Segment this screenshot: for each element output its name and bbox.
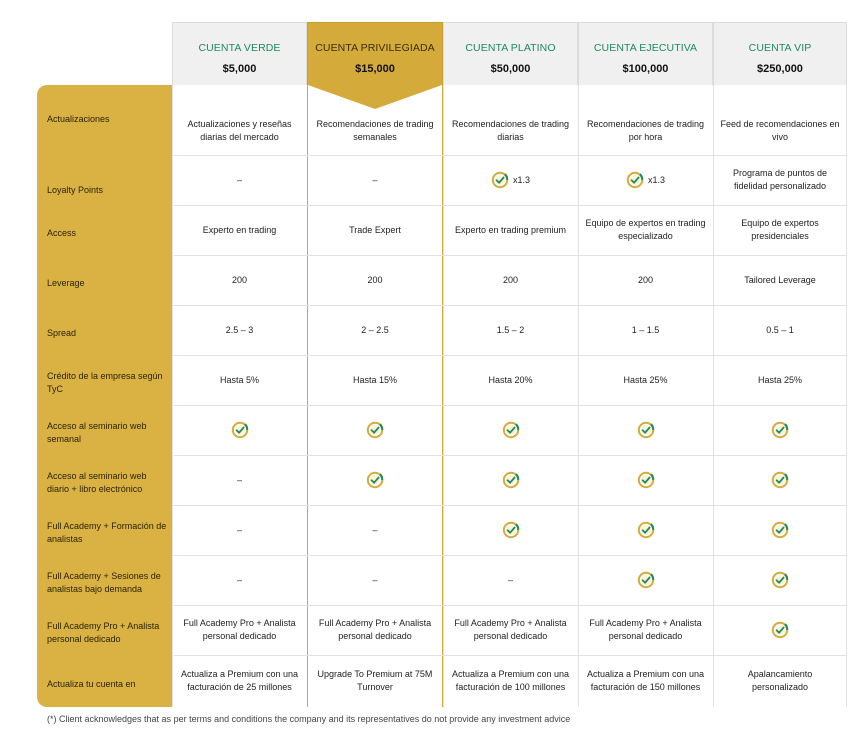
- plan-price: $250,000: [757, 63, 803, 75]
- feature-cell: [172, 405, 307, 455]
- feature-cell: Programa de puntos de fidelidad personalizado: [732, 168, 828, 191]
- feature-cell: 200: [367, 274, 383, 285]
- feature-cell: Hasta 5%: [219, 374, 260, 385]
- feature-cell: [307, 455, 443, 505]
- feature-cell: 2 – 2.5: [361, 324, 389, 335]
- plan-price: $50,000: [490, 63, 531, 75]
- plan-header-verde: [172, 22, 307, 85]
- feature-cell: Equipo de expertos presidenciales: [741, 218, 819, 241]
- feature-cell: Experto en trading: [202, 224, 277, 235]
- feature-label: Full Academy + Formación de analistas: [47, 521, 167, 544]
- feature-cell: Hasta 25%: [623, 374, 668, 385]
- feature-cell: Apalancamiento personalizado: [747, 669, 813, 692]
- footnote: (*) Client acknowledges that as per terms and conditions the company and its representatives do not provide any investment advice: [47, 714, 571, 724]
- feature-cell: Full Academy Pro + Analista personal dedicado: [589, 618, 702, 641]
- feature-cell: [443, 505, 578, 555]
- feature-cell: Actualizaciones y reseñas diarias del mercado: [187, 119, 292, 142]
- feature-cell: –: [372, 574, 378, 585]
- check-badge-icon: [626, 171, 644, 189]
- feature-label: Access: [47, 227, 77, 238]
- check-badge-icon: [637, 471, 655, 489]
- selected-plan-chevron: [308, 85, 442, 109]
- plan-name: CUENTA VERDE: [198, 42, 281, 54]
- check-badge-icon: [637, 521, 655, 539]
- check-badge-icon: [502, 421, 520, 439]
- feature-cell: –: [236, 474, 242, 485]
- multiplier-text: x1.3: [512, 174, 530, 185]
- check-badge-icon: [502, 471, 520, 489]
- check-badge-icon: [502, 521, 520, 539]
- feature-cell: Full Academy Pro + Analista personal dedicado: [318, 618, 432, 641]
- feature-label: Leverage: [47, 277, 85, 288]
- feature-cell: [578, 155, 713, 205]
- feature-cell: Feed de recomendaciones en vivo: [720, 119, 840, 142]
- comparison-grid: [172, 85, 847, 707]
- plan-name: CUENTA EJECUTIVA: [593, 42, 698, 54]
- feature-cell: [307, 405, 443, 455]
- feature-cell: 0.5 – 1: [766, 324, 794, 335]
- feature-label: Acceso al seminario web diario + libro electrónico: [47, 471, 147, 494]
- feature-cell: [443, 405, 578, 455]
- feature-cell: –: [507, 574, 513, 585]
- plan-name: CUENTA PRIVILEGIADA: [315, 42, 435, 54]
- feature-cell: –: [236, 174, 242, 185]
- plan-price: $100,000: [622, 63, 669, 75]
- feature-cell: Actualiza a Premium con una facturación de 25 millones: [180, 669, 299, 692]
- feature-label: Acceso al seminario web semanal: [47, 421, 147, 444]
- feature-label: Crédito de la empresa según TyC: [47, 371, 163, 394]
- feature-cell: –: [236, 524, 242, 535]
- feature-cell: Full Academy Pro + Analista personal dedicado: [454, 618, 567, 641]
- feature-cell: [713, 505, 847, 555]
- feature-cell: [578, 555, 713, 605]
- plan-header-privilegiada: [307, 22, 443, 85]
- feature-cell: [443, 155, 578, 205]
- feature-cell: Trade Expert: [349, 224, 401, 235]
- feature-cell: Equipo de expertos en trading especializado: [585, 218, 706, 241]
- feature-label: Loyalty Points: [47, 185, 104, 195]
- feature-cell: Hasta 25%: [757, 374, 803, 385]
- feature-label: Full Academy Pro + Analista personal dedicado: [47, 621, 160, 644]
- check-badge-icon: [771, 421, 789, 439]
- feature-cell: Hasta 20%: [488, 374, 533, 385]
- feature-cell: [713, 605, 847, 655]
- check-badge-icon: [771, 471, 789, 489]
- check-badge-icon: [366, 471, 384, 489]
- feature-cell: Actualiza a Premium con una facturación de 150 millones: [586, 669, 705, 692]
- check-badge-icon: [771, 521, 789, 539]
- feature-cell: [713, 455, 847, 505]
- feature-cell: 200: [502, 274, 519, 285]
- feature-cell: Actualiza a Premium con una facturación de 100 millones: [451, 669, 570, 692]
- plan-name: CUENTA PLATINO: [465, 42, 556, 54]
- check-badge-icon: [637, 571, 655, 589]
- feature-cell: [713, 405, 847, 455]
- feature-label: Actualizaciones: [47, 114, 110, 124]
- plan-header-ejecutiva: [578, 22, 713, 85]
- plan-price: $5,000: [222, 63, 257, 75]
- feature-cell: Experto en trading premium: [454, 224, 567, 235]
- feature-cell: 2.5 – 3: [225, 324, 254, 335]
- feature-cell: –: [372, 524, 378, 535]
- feature-cell: 200: [231, 274, 248, 285]
- feature-cell: Recomendaciones de trading por hora: [586, 119, 705, 142]
- feature-cell: –: [236, 574, 242, 585]
- feature-label: Full Academy + Sesiones de analistas bajo demanda: [47, 571, 161, 594]
- plan-name: CUENTA VIP: [748, 42, 812, 54]
- feature-cell: –: [372, 174, 378, 185]
- multiplier-text: x1.3: [647, 174, 665, 185]
- feature-cell: [713, 555, 847, 605]
- feature-cell: Full Academy Pro + Analista personal dedicado: [183, 618, 296, 641]
- check-badge-icon: [366, 421, 384, 439]
- plan-header-platino: [443, 22, 578, 85]
- feature-cell: Upgrade To Premium at 75M Turnover: [317, 669, 433, 692]
- feature-cell: Tailored Leverage: [744, 274, 816, 285]
- check-badge-icon: [231, 421, 249, 439]
- check-badge-icon: [491, 171, 509, 189]
- feature-cell: [578, 405, 713, 455]
- check-badge-icon: [637, 421, 655, 439]
- feature-label: Spread: [47, 327, 77, 338]
- feature-label: Actualiza tu cuenta en: [47, 678, 136, 689]
- feature-cell: Recomendaciones de trading diarias: [451, 119, 570, 142]
- check-badge-icon: [771, 621, 789, 639]
- feature-cell: Recomendaciones de trading semanales: [316, 119, 434, 142]
- feature-cell: Hasta 15%: [352, 374, 398, 385]
- plan-price: $15,000: [355, 63, 395, 75]
- feature-cell: 1 – 1.5: [631, 324, 660, 335]
- feature-cell: [578, 455, 713, 505]
- check-badge-icon: [771, 571, 789, 589]
- plan-header-vip: [713, 22, 847, 85]
- feature-cell: [578, 505, 713, 555]
- feature-cell: [443, 455, 578, 505]
- feature-cell: 200: [637, 274, 654, 285]
- feature-cell: 1.5 – 2: [496, 324, 525, 335]
